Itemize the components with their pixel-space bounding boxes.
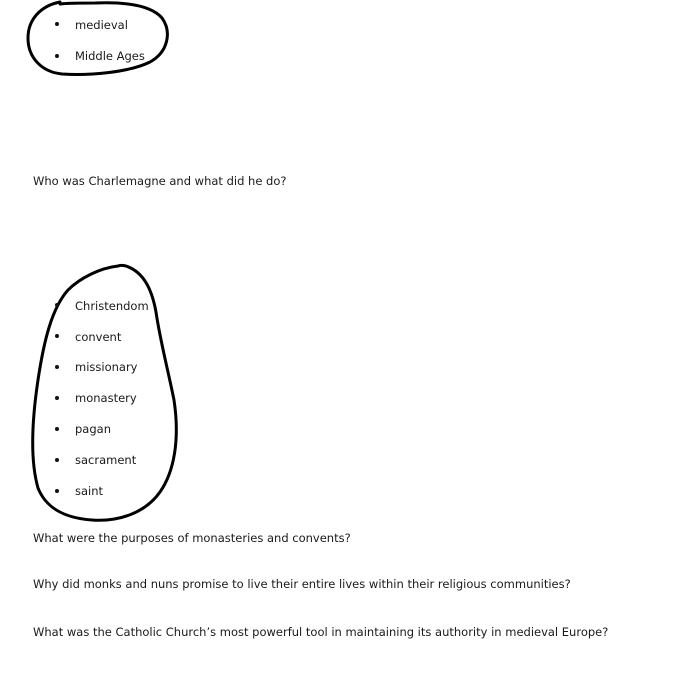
bullet-icon [55,54,59,58]
circle-around-list-1 [28,2,167,75]
question-church-tool: What was the Catholic Church’s most powerful tool in maintaining its authority in medieval Europe? [33,625,609,639]
bullet-icon [55,427,59,431]
bullet-icon [55,458,59,462]
term-middle-ages: Middle Ages [75,49,145,63]
term-medieval: medieval [75,18,128,32]
question-purposes: What were the purposes of monasteries and convents? [33,531,351,545]
term-monastery: monastery [75,391,137,405]
bullet-icon [55,303,59,307]
question-charlemagne: Who was Charlemagne and what did he do? [33,174,287,188]
bullet-icon [55,396,59,400]
term-christendom: Christendom [75,299,149,313]
question-monks-nuns: Why did monks and nuns promise to live their entire lives within their religious communities? [33,577,571,591]
term-saint: saint [75,484,104,498]
bullet-icon [55,365,59,369]
term-pagan: pagan [75,422,111,436]
term-missionary: missionary [75,360,138,374]
term-sacrament: sacrament [75,453,137,467]
bullet-icon [55,334,59,338]
term-convent: convent [75,330,122,344]
bullet-icon [55,22,59,26]
bullet-icon [55,489,59,493]
